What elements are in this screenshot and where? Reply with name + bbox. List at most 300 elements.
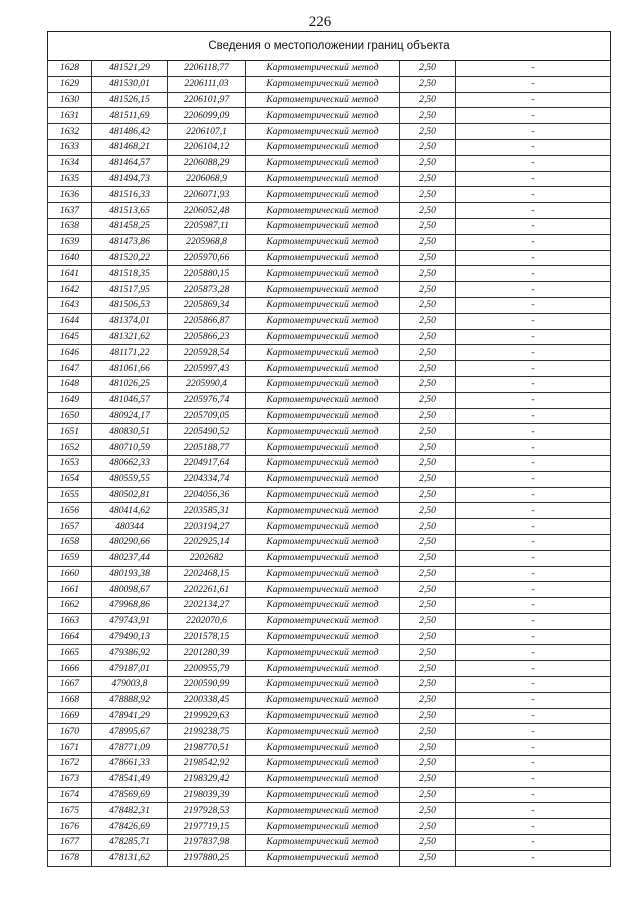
coordinate-y: 2201280,39: [168, 645, 246, 661]
note-cell: -: [456, 61, 611, 77]
coordinate-y: 2199929,63: [168, 708, 246, 724]
coordinate-y: 2204056,36: [168, 487, 246, 503]
coordinate-y: 2205928,54: [168, 345, 246, 361]
coordinate-y: 2198542,92: [168, 756, 246, 772]
note-cell: -: [456, 155, 611, 171]
coordinate-x: 478995,67: [92, 724, 168, 740]
method-cell: Картометрический метод: [246, 629, 400, 645]
coordinate-x: 480237,44: [92, 550, 168, 566]
coordinate-x: 481511,69: [92, 108, 168, 124]
table-row: [48, 661, 611, 677]
coordinate-y: 2204917,64: [168, 455, 246, 471]
point-number: 1659: [48, 550, 92, 566]
coordinate-x: 481468,21: [92, 139, 168, 155]
coordinate-x: 479743,91: [92, 613, 168, 629]
table-row: [48, 566, 611, 582]
method-cell: Картометрический метод: [246, 819, 400, 835]
coordinate-y: 2197837,98: [168, 835, 246, 851]
point-number: 1652: [48, 440, 92, 456]
method-cell: Картометрический метод: [246, 519, 400, 535]
accuracy-cell: 2,50: [400, 234, 456, 250]
table-row: [48, 645, 611, 661]
coordinate-x: 481046,57: [92, 392, 168, 408]
coordinate-y: 2206101,97: [168, 92, 246, 108]
accuracy-cell: 2,50: [400, 124, 456, 140]
coordinate-x: 481374,01: [92, 313, 168, 329]
accuracy-cell: 2,50: [400, 455, 456, 471]
note-cell: -: [456, 139, 611, 155]
point-number: 1658: [48, 534, 92, 550]
coordinate-x: 481526,15: [92, 92, 168, 108]
accuracy-cell: 2,50: [400, 740, 456, 756]
coordinate-x: 481518,35: [92, 266, 168, 282]
table-row: [48, 471, 611, 487]
coordinate-y: 2206068,9: [168, 171, 246, 187]
method-cell: Картометрический метод: [246, 266, 400, 282]
point-number: 1642: [48, 282, 92, 298]
method-cell: Картометрический метод: [246, 661, 400, 677]
coordinate-x: 478541,49: [92, 771, 168, 787]
table-row: [48, 598, 611, 614]
point-number: 1630: [48, 92, 92, 108]
accuracy-cell: 2,50: [400, 661, 456, 677]
point-number: 1670: [48, 724, 92, 740]
note-cell: -: [456, 629, 611, 645]
point-number: 1649: [48, 392, 92, 408]
table-row: [48, 76, 611, 92]
coordinate-x: 481516,33: [92, 187, 168, 203]
accuracy-cell: 2,50: [400, 171, 456, 187]
note-cell: -: [456, 266, 611, 282]
method-cell: Картометрический метод: [246, 218, 400, 234]
point-number: 1676: [48, 819, 92, 835]
coordinate-x: 481171,22: [92, 345, 168, 361]
coordinate-y: 2200590,99: [168, 677, 246, 693]
method-cell: Картометрический метод: [246, 313, 400, 329]
coordinate-y: 2202468,15: [168, 566, 246, 582]
note-cell: -: [456, 771, 611, 787]
point-number: 1673: [48, 771, 92, 787]
accuracy-cell: 2,50: [400, 645, 456, 661]
accuracy-cell: 2,50: [400, 724, 456, 740]
accuracy-cell: 2,50: [400, 677, 456, 693]
coordinate-x: 481530,01: [92, 76, 168, 92]
coordinate-y: 2198770,51: [168, 740, 246, 756]
note-cell: -: [456, 740, 611, 756]
point-number: 1640: [48, 250, 92, 266]
table-row: [48, 250, 611, 266]
note-cell: -: [456, 598, 611, 614]
page-number: 226: [308, 14, 332, 30]
coordinate-y: 2206052,48: [168, 203, 246, 219]
table-row: [48, 345, 611, 361]
coordinate-x: 479187,01: [92, 661, 168, 677]
point-number: 1660: [48, 566, 92, 582]
method-cell: Картометрический метод: [246, 598, 400, 614]
method-cell: Картометрический метод: [246, 376, 400, 392]
coordinate-x: 479386,92: [92, 645, 168, 661]
coordinate-y: 2197880,25: [168, 850, 246, 866]
coordinate-y: 2200955,79: [168, 661, 246, 677]
accuracy-cell: 2,50: [400, 566, 456, 582]
point-number: 1674: [48, 787, 92, 803]
method-cell: Картометрический метод: [246, 139, 400, 155]
accuracy-cell: 2,50: [400, 282, 456, 298]
table-body: [48, 61, 611, 867]
coordinate-x: 480924,17: [92, 408, 168, 424]
method-cell: Картометрический метод: [246, 282, 400, 298]
coordinate-x: 478426,69: [92, 819, 168, 835]
point-number: 1633: [48, 139, 92, 155]
coordinate-x: 480502,81: [92, 487, 168, 503]
point-number: 1637: [48, 203, 92, 219]
coordinate-y: 2205869,34: [168, 297, 246, 313]
note-cell: -: [456, 566, 611, 582]
coordinate-x: 481061,66: [92, 361, 168, 377]
method-cell: Картометрический метод: [246, 124, 400, 140]
method-cell: Картометрический метод: [246, 756, 400, 772]
accuracy-cell: 2,50: [400, 218, 456, 234]
accuracy-cell: 2,50: [400, 519, 456, 535]
point-number: 1653: [48, 455, 92, 471]
coordinate-y: 2205188,77: [168, 440, 246, 456]
point-number: 1677: [48, 835, 92, 851]
accuracy-cell: 2,50: [400, 471, 456, 487]
note-cell: -: [456, 487, 611, 503]
coordinate-y: 2199238,75: [168, 724, 246, 740]
coordinate-x: 481458,25: [92, 218, 168, 234]
coordinate-x: 478771,09: [92, 740, 168, 756]
accuracy-cell: 2,50: [400, 61, 456, 77]
coordinate-x: 481520,22: [92, 250, 168, 266]
table-row: [48, 282, 611, 298]
note-cell: -: [456, 692, 611, 708]
point-number: 1669: [48, 708, 92, 724]
point-number: 1647: [48, 361, 92, 377]
note-cell: -: [456, 455, 611, 471]
coordinate-y: 2205990,4: [168, 376, 246, 392]
point-number: 1666: [48, 661, 92, 677]
note-cell: -: [456, 218, 611, 234]
point-number: 1663: [48, 613, 92, 629]
point-number: 1629: [48, 76, 92, 92]
coordinate-x: 478285,71: [92, 835, 168, 851]
point-number: 1631: [48, 108, 92, 124]
note-cell: -: [456, 361, 611, 377]
table-row: [48, 819, 611, 835]
method-cell: Картометрический метод: [246, 803, 400, 819]
point-number: 1678: [48, 850, 92, 866]
note-cell: -: [456, 519, 611, 535]
table-row: [48, 92, 611, 108]
point-number: 1667: [48, 677, 92, 693]
accuracy-cell: 2,50: [400, 629, 456, 645]
accuracy-cell: 2,50: [400, 187, 456, 203]
coordinate-x: 481521,29: [92, 61, 168, 77]
note-cell: -: [456, 661, 611, 677]
note-cell: -: [456, 503, 611, 519]
coordinate-y: 2200338,45: [168, 692, 246, 708]
table-row: [48, 218, 611, 234]
coordinate-x: 481464,57: [92, 155, 168, 171]
point-number: 1657: [48, 519, 92, 535]
accuracy-cell: 2,50: [400, 250, 456, 266]
coordinate-x: 479968,86: [92, 598, 168, 614]
coordinate-x: 480193,38: [92, 566, 168, 582]
coordinate-x: 481321,62: [92, 329, 168, 345]
point-number: 1651: [48, 424, 92, 440]
coordinate-x: 480662,33: [92, 455, 168, 471]
accuracy-cell: 2,50: [400, 203, 456, 219]
accuracy-cell: 2,50: [400, 756, 456, 772]
point-number: 1635: [48, 171, 92, 187]
note-cell: -: [456, 787, 611, 803]
table-row: [48, 61, 611, 77]
table-row: [48, 487, 611, 503]
coordinate-y: 2206111,03: [168, 76, 246, 92]
point-number: 1645: [48, 329, 92, 345]
coordinate-y: 2206104,12: [168, 139, 246, 155]
table-row: [48, 124, 611, 140]
coordinate-x: 479003,8: [92, 677, 168, 693]
point-number: 1632: [48, 124, 92, 140]
coordinates-table-container: [47, 31, 610, 867]
coordinate-y: 2206107,1: [168, 124, 246, 140]
point-number: 1672: [48, 756, 92, 772]
note-cell: -: [456, 203, 611, 219]
point-number: 1641: [48, 266, 92, 282]
note-cell: -: [456, 376, 611, 392]
coordinate-y: 2202261,61: [168, 582, 246, 598]
accuracy-cell: 2,50: [400, 692, 456, 708]
accuracy-cell: 2,50: [400, 550, 456, 566]
accuracy-cell: 2,50: [400, 835, 456, 851]
accuracy-cell: 2,50: [400, 76, 456, 92]
coordinate-y: 2198039,39: [168, 787, 246, 803]
coordinate-x: 478661,33: [92, 756, 168, 772]
method-cell: Картометрический метод: [246, 155, 400, 171]
table-row: [48, 171, 611, 187]
table-row: [48, 771, 611, 787]
method-cell: Картометрический метод: [246, 408, 400, 424]
note-cell: -: [456, 550, 611, 566]
method-cell: Картометрический метод: [246, 392, 400, 408]
accuracy-cell: 2,50: [400, 819, 456, 835]
note-cell: -: [456, 708, 611, 724]
accuracy-cell: 2,50: [400, 440, 456, 456]
accuracy-cell: 2,50: [400, 376, 456, 392]
accuracy-cell: 2,50: [400, 503, 456, 519]
table-row: [48, 503, 611, 519]
method-cell: Картометрический метод: [246, 708, 400, 724]
note-cell: -: [456, 234, 611, 250]
coordinate-y: 2205997,43: [168, 361, 246, 377]
coordinate-y: 2205968,8: [168, 234, 246, 250]
accuracy-cell: 2,50: [400, 534, 456, 550]
coordinate-x: 480344: [92, 519, 168, 535]
coordinate-y: 2202925,14: [168, 534, 246, 550]
method-cell: Картометрический метод: [246, 329, 400, 345]
accuracy-cell: 2,50: [400, 313, 456, 329]
table-row: [48, 550, 611, 566]
method-cell: Картометрический метод: [246, 297, 400, 313]
coordinate-x: 480559,55: [92, 471, 168, 487]
accuracy-cell: 2,50: [400, 787, 456, 803]
table-row: [48, 756, 611, 772]
coordinate-y: 2202682: [168, 550, 246, 566]
coordinate-y: 2205873,28: [168, 282, 246, 298]
method-cell: Картометрический метод: [246, 771, 400, 787]
point-number: 1634: [48, 155, 92, 171]
method-cell: Картометрический метод: [246, 582, 400, 598]
coordinate-y: 2206071,93: [168, 187, 246, 203]
point-number: 1654: [48, 471, 92, 487]
coordinate-x: 480830,51: [92, 424, 168, 440]
coordinate-y: 2197719,15: [168, 819, 246, 835]
method-cell: Картометрический метод: [246, 440, 400, 456]
coordinate-x: 480710,59: [92, 440, 168, 456]
note-cell: -: [456, 171, 611, 187]
method-cell: Картометрический метод: [246, 61, 400, 77]
coordinate-x: 481486,42: [92, 124, 168, 140]
table-row: [48, 534, 611, 550]
coordinate-x: 481513,65: [92, 203, 168, 219]
method-cell: Картометрический метод: [246, 250, 400, 266]
coordinate-y: 2205709,05: [168, 408, 246, 424]
coordinate-x: 478569,69: [92, 787, 168, 803]
table-row: [48, 424, 611, 440]
coordinate-x: 478482,31: [92, 803, 168, 819]
note-cell: -: [456, 297, 611, 313]
coordinate-y: 2197928,53: [168, 803, 246, 819]
method-cell: Картометрический метод: [246, 692, 400, 708]
point-number: 1628: [48, 61, 92, 77]
coordinate-x: 478941,29: [92, 708, 168, 724]
method-cell: Картометрический метод: [246, 361, 400, 377]
note-cell: -: [456, 534, 611, 550]
note-cell: -: [456, 819, 611, 835]
accuracy-cell: 2,50: [400, 803, 456, 819]
coordinate-x: 480290,66: [92, 534, 168, 550]
coordinate-x: 480414,62: [92, 503, 168, 519]
accuracy-cell: 2,50: [400, 598, 456, 614]
method-cell: Картометрический метод: [246, 487, 400, 503]
table-row: [48, 582, 611, 598]
method-cell: Картометрический метод: [246, 613, 400, 629]
coordinate-y: 2205976,74: [168, 392, 246, 408]
note-cell: -: [456, 329, 611, 345]
method-cell: Картометрический метод: [246, 503, 400, 519]
method-cell: Картометрический метод: [246, 92, 400, 108]
note-cell: -: [456, 92, 611, 108]
point-number: 1650: [48, 408, 92, 424]
note-cell: -: [456, 408, 611, 424]
note-cell: -: [456, 108, 611, 124]
table-row: [48, 139, 611, 155]
table-row: [48, 187, 611, 203]
note-cell: -: [456, 756, 611, 772]
table-row: [48, 376, 611, 392]
point-number: 1638: [48, 218, 92, 234]
accuracy-cell: 2,50: [400, 361, 456, 377]
method-cell: Картометрический метод: [246, 424, 400, 440]
coordinate-y: 2205880,15: [168, 266, 246, 282]
coordinate-x: 480098,67: [92, 582, 168, 598]
note-cell: -: [456, 424, 611, 440]
note-cell: -: [456, 187, 611, 203]
method-cell: Картометрический метод: [246, 455, 400, 471]
table-row: [48, 108, 611, 124]
note-cell: -: [456, 803, 611, 819]
method-cell: Картометрический метод: [246, 471, 400, 487]
coordinate-y: 2205987,11: [168, 218, 246, 234]
point-number: 1665: [48, 645, 92, 661]
accuracy-cell: 2,50: [400, 329, 456, 345]
note-cell: -: [456, 282, 611, 298]
method-cell: Картометрический метод: [246, 724, 400, 740]
coordinate-x: 481506,53: [92, 297, 168, 313]
coordinate-y: 2206118,77: [168, 61, 246, 77]
accuracy-cell: 2,50: [400, 345, 456, 361]
method-cell: Картометрический метод: [246, 171, 400, 187]
accuracy-cell: 2,50: [400, 424, 456, 440]
table-header-row: [48, 32, 611, 61]
coordinate-x: 481494,73: [92, 171, 168, 187]
point-number: 1636: [48, 187, 92, 203]
table-row: [48, 629, 611, 645]
method-cell: Картометрический метод: [246, 850, 400, 866]
point-number: 1639: [48, 234, 92, 250]
point-number: 1661: [48, 582, 92, 598]
method-cell: Картометрический метод: [246, 550, 400, 566]
coordinate-y: 2202134,27: [168, 598, 246, 614]
point-number: 1662: [48, 598, 92, 614]
table-row: [48, 787, 611, 803]
coordinate-x: 481026,25: [92, 376, 168, 392]
coordinate-y: 2204334,74: [168, 471, 246, 487]
note-cell: -: [456, 724, 611, 740]
note-cell: -: [456, 613, 611, 629]
accuracy-cell: 2,50: [400, 487, 456, 503]
table-title: Сведения о местоположении границ объекта: [48, 32, 611, 61]
table-row: [48, 455, 611, 471]
note-cell: -: [456, 345, 611, 361]
table-row: [48, 266, 611, 282]
coordinate-x: 478888,92: [92, 692, 168, 708]
note-cell: -: [456, 76, 611, 92]
method-cell: Картометрический метод: [246, 835, 400, 851]
note-cell: -: [456, 392, 611, 408]
coordinate-y: 2205866,23: [168, 329, 246, 345]
accuracy-cell: 2,50: [400, 155, 456, 171]
table-row: [48, 297, 611, 313]
table-row: [48, 724, 611, 740]
accuracy-cell: 2,50: [400, 771, 456, 787]
method-cell: Картометрический метод: [246, 234, 400, 250]
accuracy-cell: 2,50: [400, 708, 456, 724]
method-cell: Картометрический метод: [246, 534, 400, 550]
coordinate-x: 478131,62: [92, 850, 168, 866]
method-cell: Картометрический метод: [246, 677, 400, 693]
table-row: [48, 835, 611, 851]
point-number: 1655: [48, 487, 92, 503]
accuracy-cell: 2,50: [400, 266, 456, 282]
coordinate-x: 479490,13: [92, 629, 168, 645]
coordinate-y: 2201578,15: [168, 629, 246, 645]
note-cell: -: [456, 850, 611, 866]
note-cell: -: [456, 124, 611, 140]
accuracy-cell: 2,50: [400, 613, 456, 629]
